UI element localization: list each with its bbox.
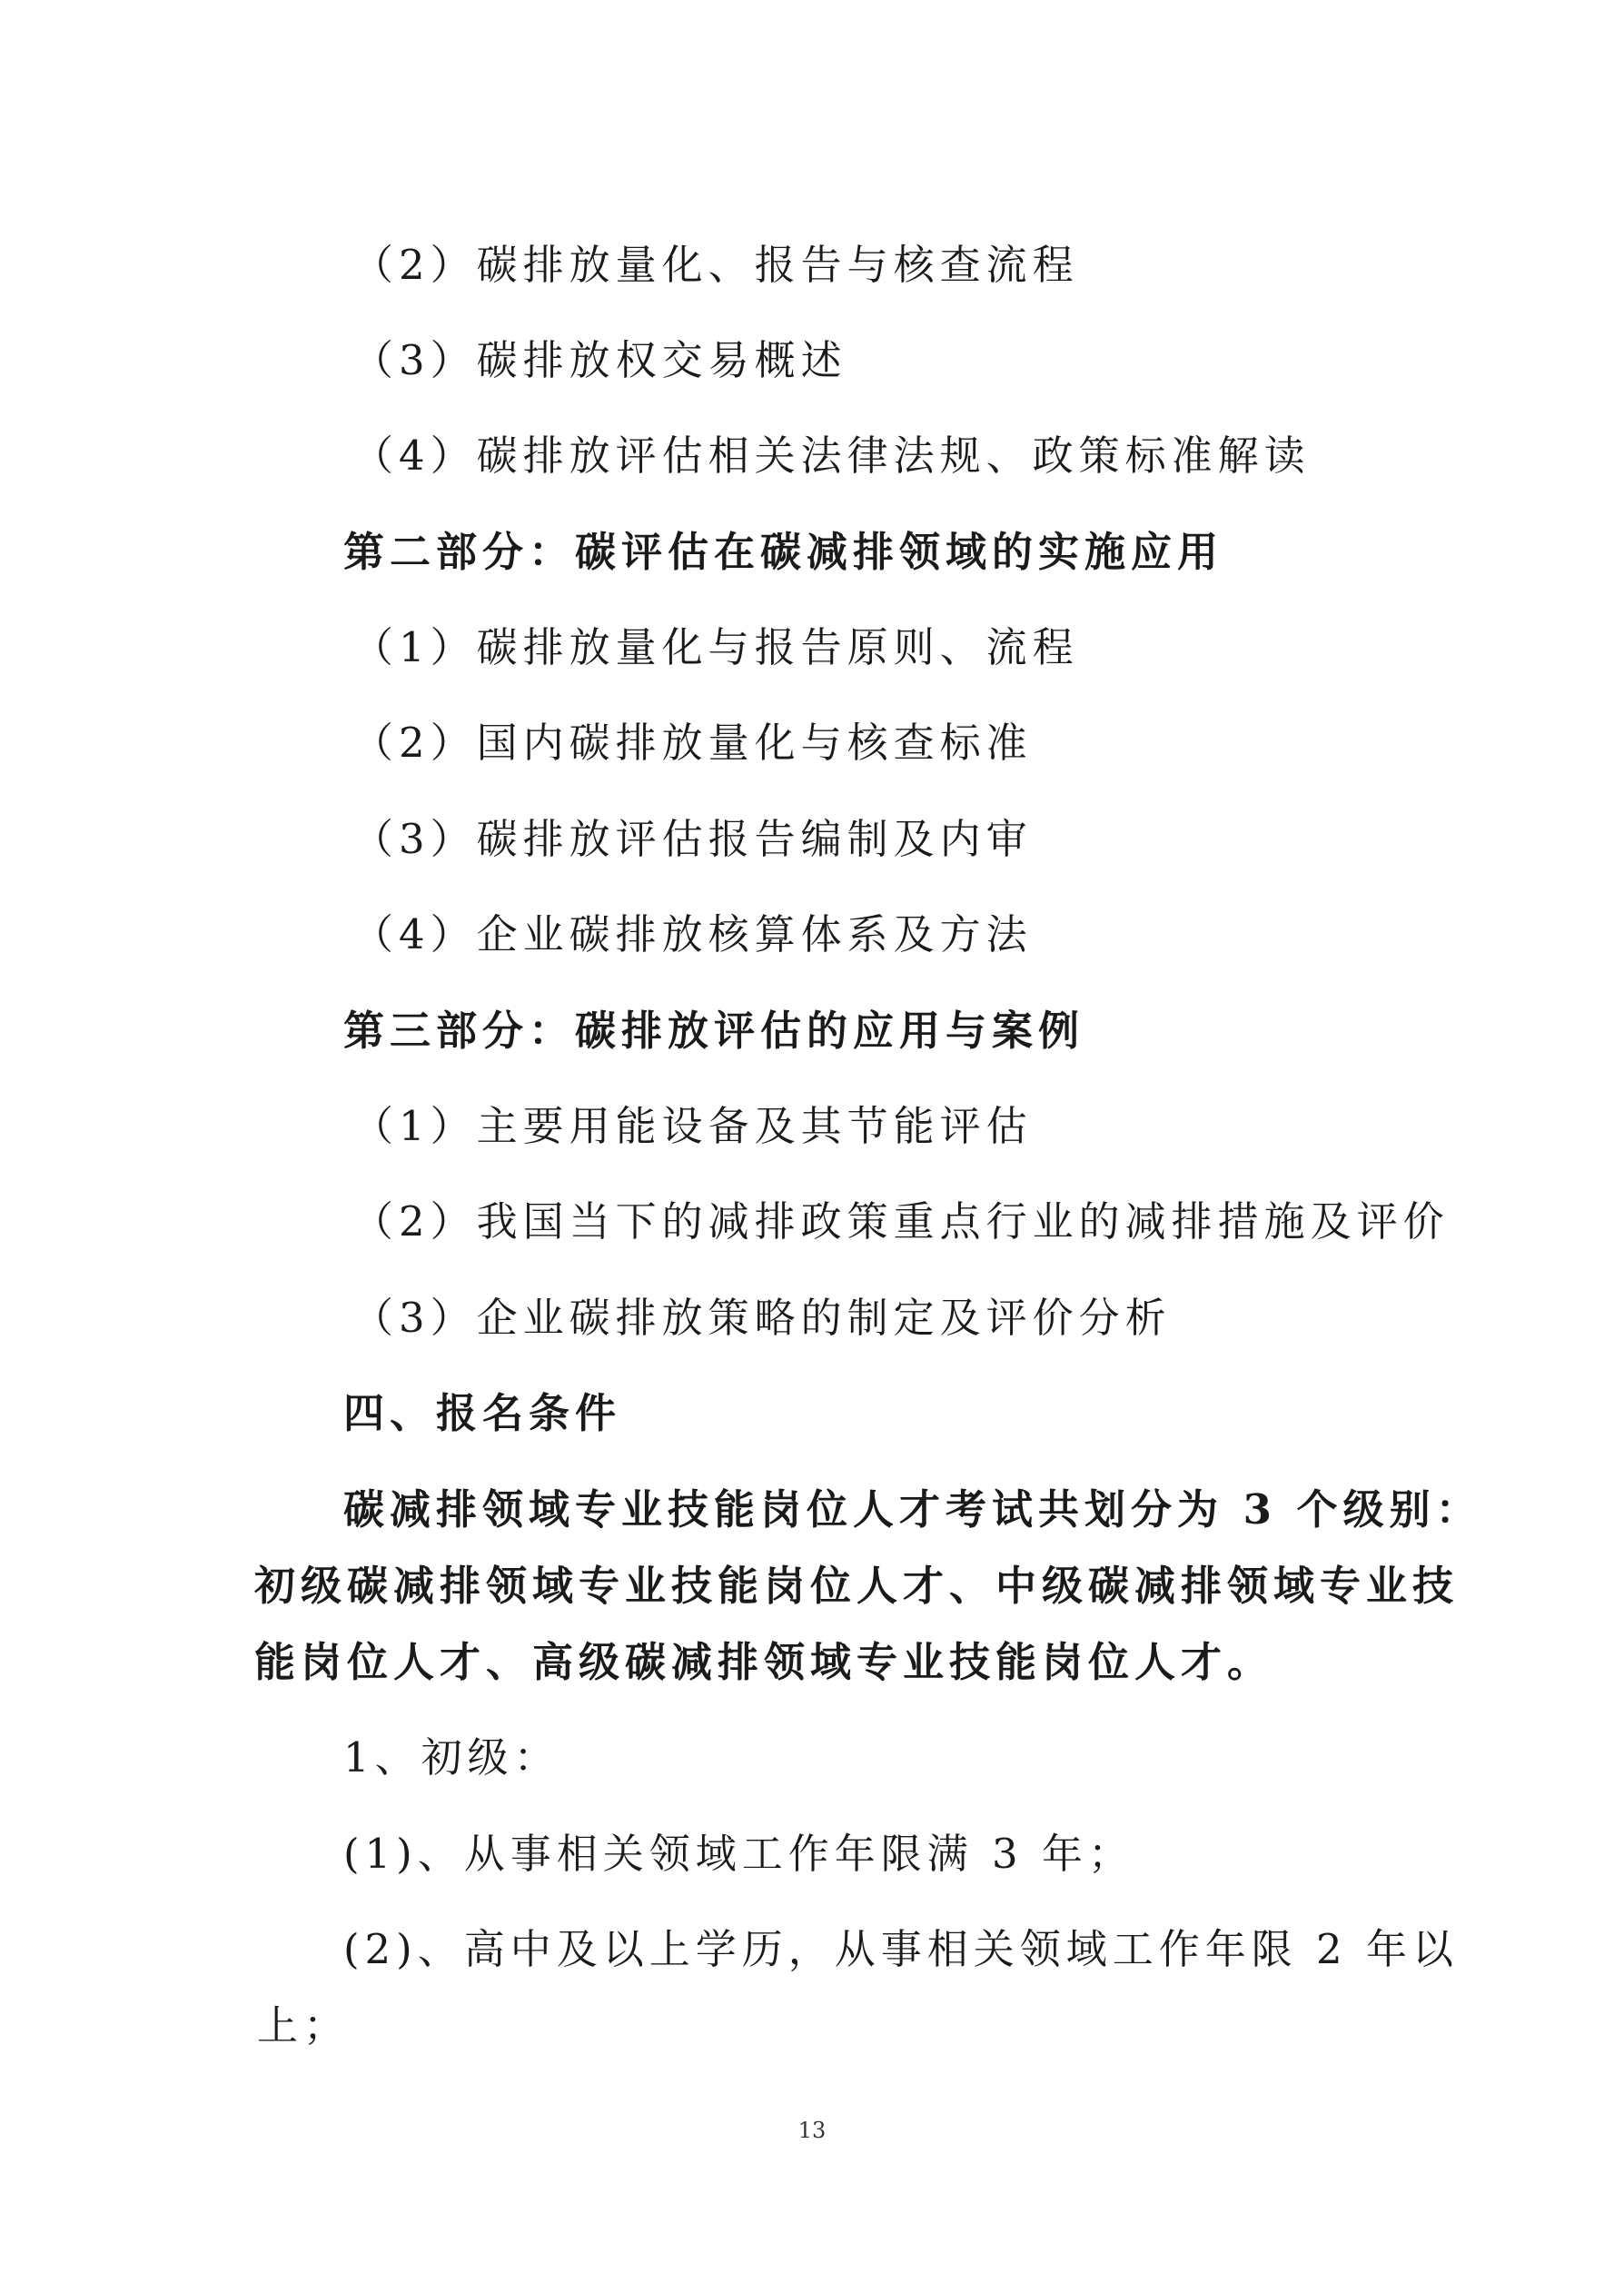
level1-title: 1、初级： [343,1733,560,1782]
part2-item-4: （4）企业碳排放核算体系及方法 [352,910,1033,958]
level1-condition-2-continuation: 上； [257,2001,351,2050]
part3-item-1: （1）主要用能设备及其节能评估 [352,1102,1033,1150]
part1-item-4: （4）碳排放评估相关法律法规、政策标准解读 [352,432,1311,480]
part3-item-2: （2）我国当下的减排政策重点行业的减排措施及评价 [352,1197,1450,1246]
part3-item-3: （3）企业碳排放策略的制定及评价分析 [352,1294,1172,1342]
section4-intro-line-3: 能岗位人才、高级碳减排领域专业技能岗位人才。 [254,1638,1274,1686]
level1-condition-2: (2)、高中及以上学历，从事相关领域工作年限 2 年以 [343,1925,1459,1973]
section4-intro-line-1: 碳减排领域专业技能岗位人才考试共划分为 3 个级别： [343,1485,1482,1534]
level1-condition-1: (1)、从事相关领域工作年限满 3 年； [343,1830,1134,1878]
section4-intro-line-2: 初级碳减排领域专业技能岗位人才、中级碳减排领域专业技 [254,1562,1460,1610]
section4-heading: 四、报名条件 [343,1389,622,1437]
part3-heading: 第三部分：碳排放评估的应用与案例 [343,1007,1085,1055]
page-number: 13 [797,2118,827,2143]
part1-item-2: （2）碳排放量化、报告与核查流程 [352,241,1079,289]
part2-item-2: （2）国内碳排放量化与核查标准 [352,719,1033,767]
part2-item-1: （1）碳排放量化与报告原则、流程 [352,623,1079,671]
part1-item-3: （3）碳排放权交易概述 [352,336,847,384]
part2-heading: 第二部分：碳评估在碳减排领域的实施应用 [343,528,1224,576]
part2-item-3: （3）碳排放评估报告编制及内审 [352,815,1033,863]
